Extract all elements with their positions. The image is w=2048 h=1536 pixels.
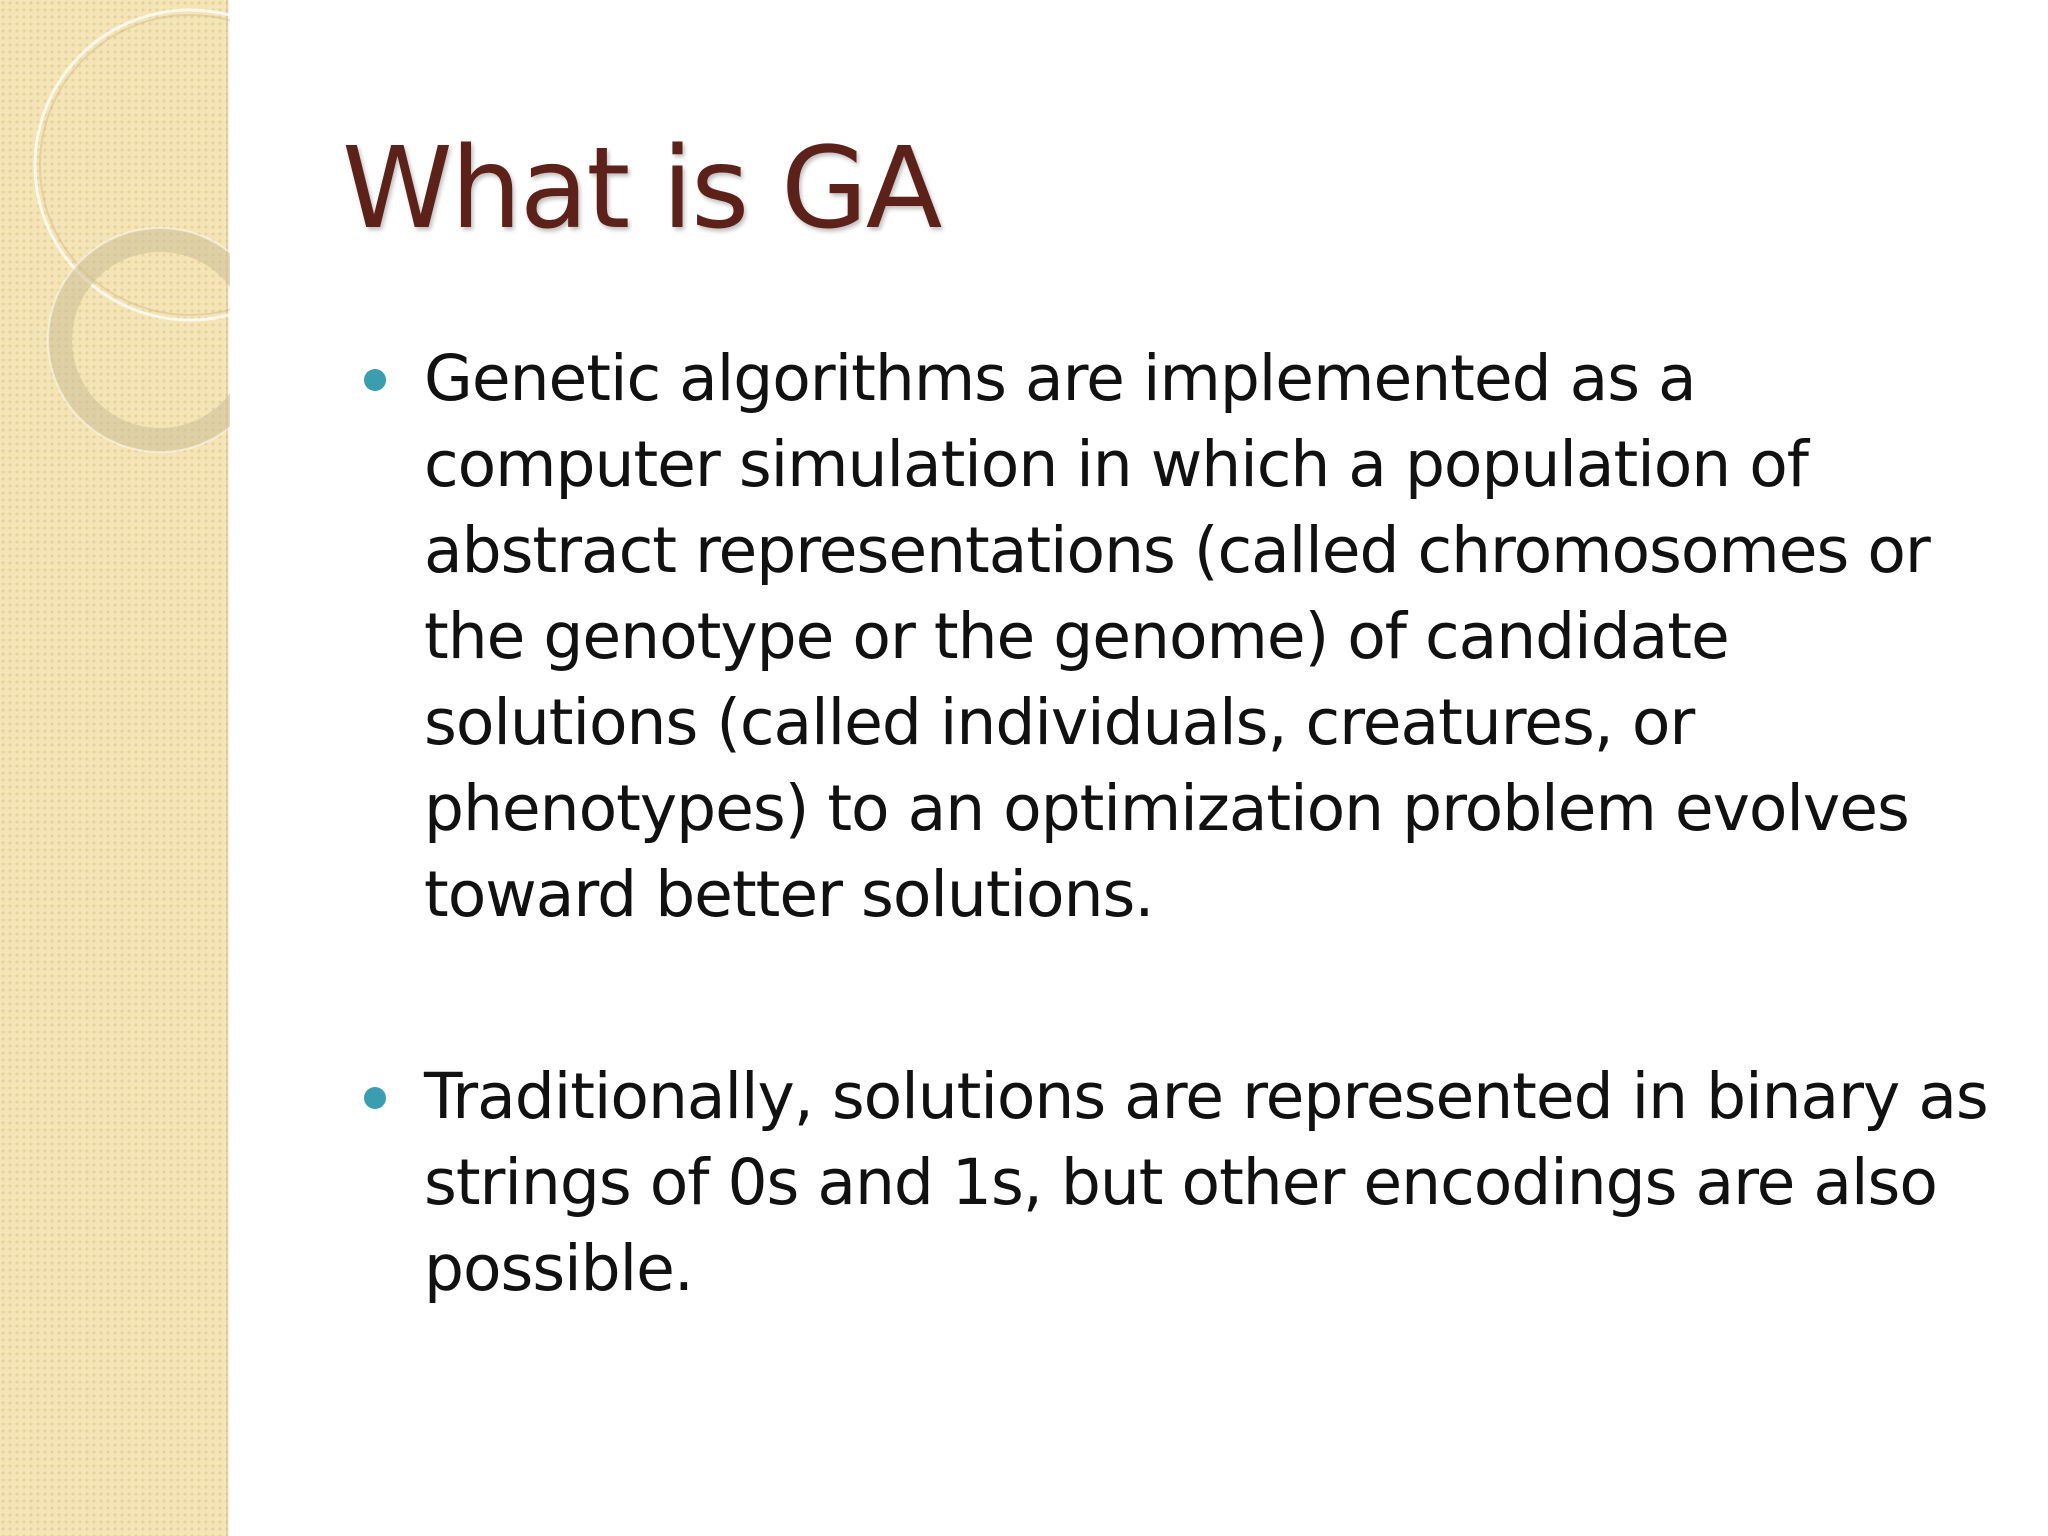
bullet-text: Traditionally, solutions are represented in binary as strings of 0s and 1s, but other encodings are also possible. — [424, 1060, 1988, 1305]
bullet-marker-icon — [364, 1087, 386, 1109]
decorative-swirl-icon — [0, 0, 230, 520]
bullet-text: Genetic algorithms are implemented as a computer simulation in which a population of abstract representations (called chromosomes or the genotype or the genome) of candidate solutions (called individuals, creatures, or phenotypes) to an optimization problem evolves toward better solutions. — [424, 342, 1930, 931]
bullet-list — [360, 336, 2000, 1312]
bullet-item — [360, 336, 2000, 938]
bullet-marker-icon — [364, 369, 386, 391]
slide-title: What is GA — [342, 124, 941, 254]
bullet-item — [360, 1054, 2000, 1312]
